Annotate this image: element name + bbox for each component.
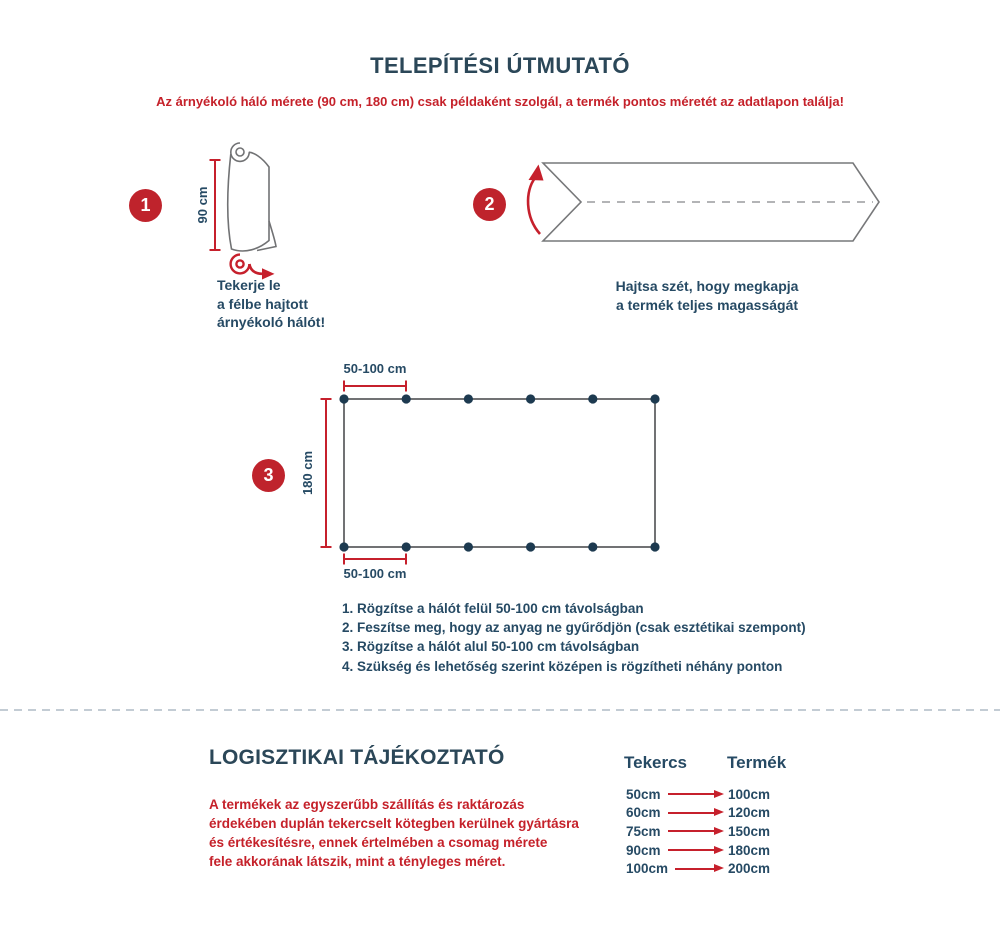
rolled-net-drawing — [228, 143, 276, 251]
step-1-caption-line-1: Tekerje le — [217, 277, 281, 293]
product-column-header: Termék — [727, 753, 787, 772]
step-2-caption-line-1: Hajtsa szét, hogy megkapja — [615, 278, 799, 294]
instruction-item-1: 1. Rögzítse a hálót felül 50-100 cm távolságban — [342, 601, 644, 616]
logistics-title: LOGISZTIKAI TÁJÉKOZTATÓ — [209, 746, 505, 769]
table-row — [626, 804, 774, 823]
roll-size: 60cm — [626, 805, 661, 821]
step-1-caption-line-3: árnyékoló hálót! — [217, 314, 326, 330]
top-spacing-bracket — [344, 381, 406, 392]
height-measure-line — [321, 399, 332, 547]
step-2-caption-line-2: a termék teljes magasságát — [615, 297, 799, 313]
step-1-caption — [217, 276, 325, 332]
section-divider — [0, 709, 1000, 711]
logistics-note-line-4: fele akkorának látszik, mint a tényleges méret. — [209, 854, 506, 869]
step-3-bottom-spacing-label: 50-100 cm — [343, 566, 407, 581]
product-size: 180cm — [728, 842, 771, 858]
right-arrow-icon — [675, 868, 714, 870]
bottom-spacing-bracket — [344, 554, 406, 565]
table-row — [626, 785, 774, 804]
net-rectangle — [344, 399, 655, 547]
step-3-badge: 3 — [252, 459, 285, 492]
right-arrow-icon — [668, 849, 714, 851]
table-row — [626, 841, 774, 860]
product-size: 100cm — [728, 786, 771, 802]
right-arrow-icon — [668, 793, 714, 795]
logistics-note-line-3: és értékesítésre, ennek értelmében a csomag mérete — [209, 835, 548, 850]
step-1-caption-line-2: a félbe hajtott — [217, 295, 309, 312]
roll-column-header: Tekercs — [624, 753, 688, 772]
size-warning-text: Az árnyékoló háló mérete (90 cm, 180 cm) csak példaként szolgál, a termék pontos méretét az adatlapon találja! — [156, 94, 844, 109]
instruction-list — [342, 599, 806, 676]
step-2-badge: 2 — [473, 188, 506, 221]
roll-size: 100cm — [626, 861, 669, 877]
logistics-note-line-1: A termékek az egyszerűbb szállítás és raktározás — [209, 797, 525, 812]
mounting-diagram — [295, 365, 685, 575]
roll-size: 75cm — [626, 823, 661, 839]
page-title: TELEPÍTÉSI ÚTMUTATÓ — [370, 53, 630, 78]
roll-size: 90cm — [626, 842, 661, 858]
size-conversion-table — [626, 785, 786, 878]
logistics-note — [209, 795, 579, 871]
step-3-height-label: 180 cm — [300, 450, 315, 496]
product-size: 200cm — [728, 861, 771, 877]
table-row — [626, 822, 774, 841]
table-row — [626, 859, 774, 878]
step-1-badge: 1 — [129, 189, 162, 222]
instruction-item-3: 3. Rögzítse a hálót alul 50-100 cm távolságban — [342, 639, 640, 655]
instruction-item-4: 4. Szükség és lehetőség szerint középen is rögzítheti néhány ponton — [342, 658, 783, 674]
product-size: 120cm — [728, 805, 771, 821]
unfolded-net-illustration — [515, 148, 895, 253]
instruction-item-2: 2. Feszítse meg, hogy az anyag ne gyűrődjön (csak esztétikai szempont) — [342, 620, 806, 636]
logistics-note-line-2: érdekében duplán tekercselt kötegben kerülnek gyártásra — [209, 816, 579, 831]
product-size: 150cm — [728, 823, 771, 839]
fixing-point-dots — [339, 394, 659, 551]
right-arrow-icon — [668, 830, 714, 832]
right-arrow-icon — [668, 812, 714, 814]
step-1-height-label: 90 cm — [195, 186, 210, 224]
step-3-top-spacing-label: 50-100 cm — [343, 361, 407, 376]
unfold-arrow-icon — [528, 165, 543, 235]
step-2-caption — [557, 277, 857, 315]
roll-size: 50cm — [626, 786, 661, 802]
